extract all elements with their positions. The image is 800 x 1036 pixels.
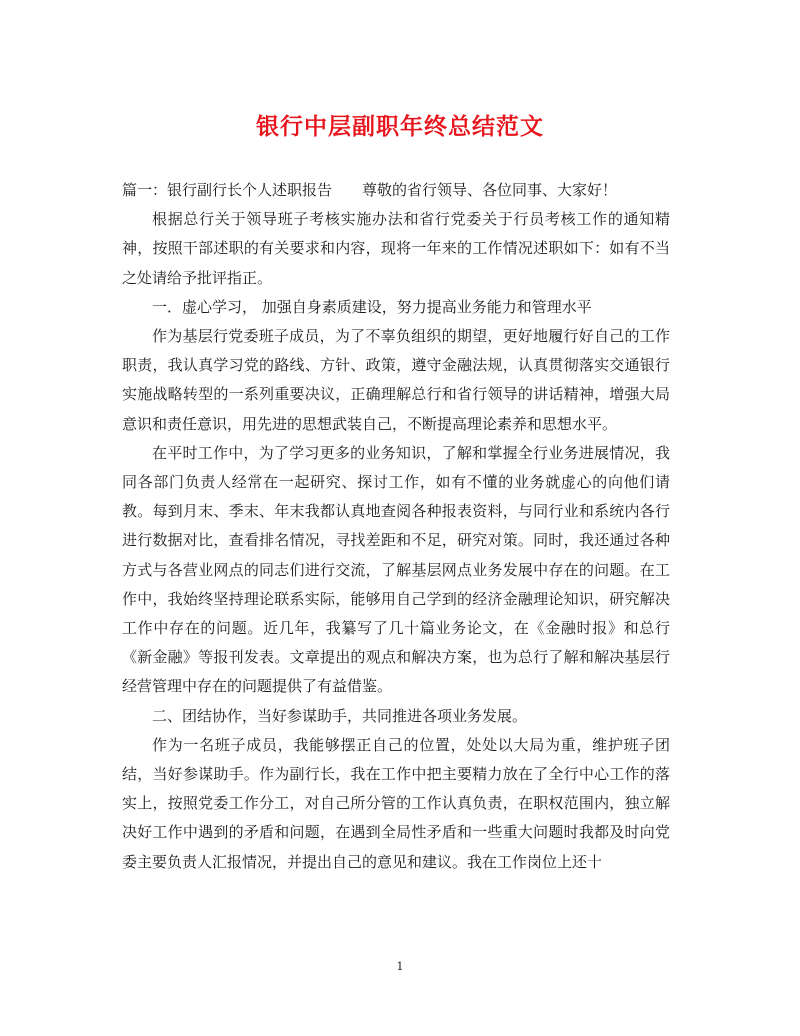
section-heading-two: 二、团结协作，当好参谋助手，共同推进各项业务发展。 — [152, 706, 528, 725]
greeting-text: 尊敬的省行领导、各位同事、大家好！ — [362, 181, 618, 199]
document-title: 银行中层副职年终总结范文 — [256, 113, 544, 140]
document-body — [122, 176, 670, 877]
paragraph-study: 作为基层行党委班子成员，为了不辜负组织的期望，更好地履行好自己的工作职责，我认真学习党的路线、方针、政策，遵守金融法规，认真贯彻落实交通银行实施战略转型的一系列重要决议，正确理解总行和省行领导的讲话精神，增强大局意识和责任意识，用先进的思想武装自己，不断提高理论素养和思想水平。 — [122, 327, 670, 433]
section-heading-line — [122, 176, 670, 205]
paragraph-teamwork: 作为一名班子成员，我能够摆正自己的位置，处处以大局为重，维护班子团结，当好参谋助手。作为副行长，我在工作中把主要精力放在了全行中心工作的落实上，按照党委工作分工，对自己所分管的工作认真负责，在职权范围内，独立解决好工作中遇到的矛盾和问题，在遇到全局性矛盾和一些重大问题时我都及时向党委主要负责人汇报情况，并提出自己的意见和建议。我在工作岗位上还十 — [122, 735, 670, 871]
section-label: 篇一：银行副行长个人述职报告 — [122, 181, 333, 199]
paragraph-daily-work: 在平时工作中，为了学习更多的业务知识，了解和掌握全行业务进展情况，我同各部门负责人经常在一起研究、探讨工作，如有不懂的业务就虚心的向他们请教。每到月末、季末、年末我都认真地查阅各种报表资料，与同行业和系统内各行进行数据对比，查看排名情况，寻找差距和不足，研究对策。同时，我还通过各种方式与各营业网点的同志们进行交流，了解基层网点业务发展中存在的问题。在工作中，我始终坚持理论联系实际，能够用自己学到的经济金融理论知识，研究解决工作中存在的问题。近几年，我纂写了几十篇业务论文，在《金融时报》和总行《新金融》等报刊发表。文章提出的观点和解决方案，也为总行了解和解决基层行经营管理中存在的问题提供了有益借鉴。 — [122, 443, 670, 696]
paragraph-intro: 根据总行关于领导班子考核实施办法和省行党委关于行员考核工作的通知精神，按照干部述职的有关要求和内容，现将一年来的工作情况述职如下：如有不当之处请给予批评指正。 — [122, 210, 670, 287]
page-number: 1 — [396, 960, 404, 973]
section-heading-one: 一．虚心学习， 加强自身素质建设，努力提高业务能力和管理水平 — [152, 297, 592, 316]
